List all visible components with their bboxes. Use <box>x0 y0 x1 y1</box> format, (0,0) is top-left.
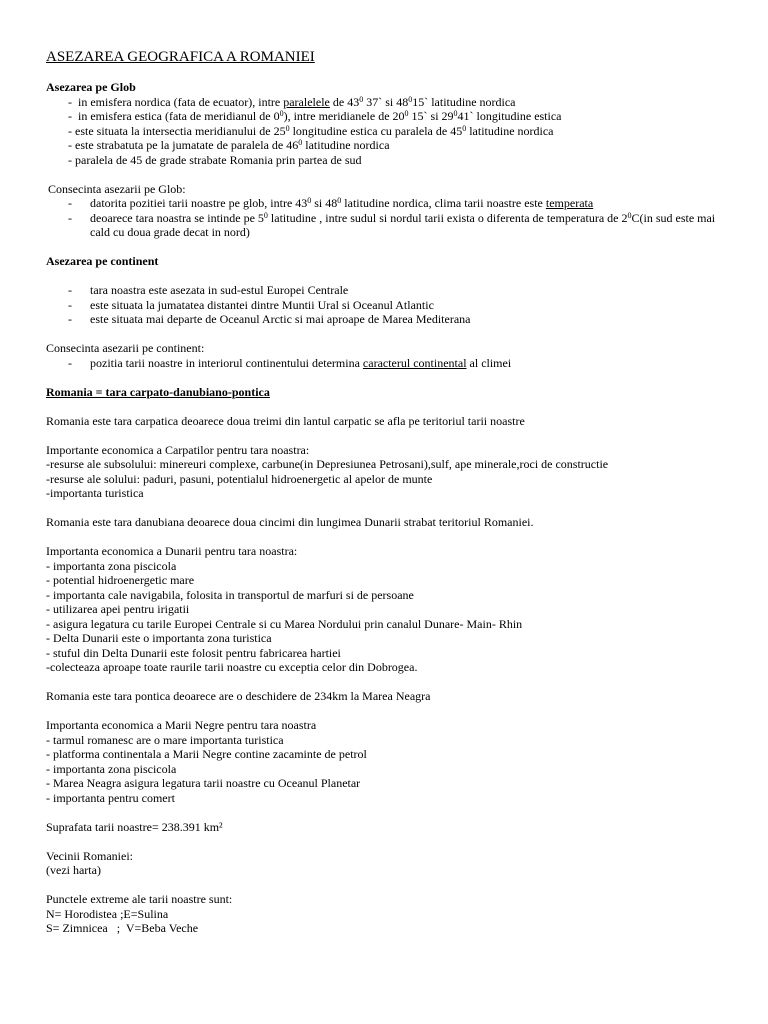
list-importanta-marea-neagra <box>46 718 736 805</box>
list-item: - este situata la intersectia meridianului de $25^0$ longitudine estica cu paralela de $45^0$ latitudine nordica <box>68 123 554 138</box>
list-item: - Marea Neagra asigura legatura tarii noastre cu Oceanul Planetar <box>46 776 361 790</box>
list-item: - importanta zona piscicola <box>46 558 177 573</box>
list-item: - este strabatuta pe la jumatate de paralela de $46^0$ latitudine nordica <box>68 138 390 152</box>
list-item: - datorita pozitiei tarii noastre pe glob, intre $43^0$ si $48^0$ latitudine nordica, clima tarii noastre este temperata <box>46 196 736 211</box>
list-item: - tara noastra este asezata in sud-estul Europei Centrale <box>46 283 736 298</box>
list-item: Vecinii Romaniei: <box>46 848 133 863</box>
list-importanta-dunare <box>46 544 736 675</box>
list-asezarea-pe-glob <box>46 95 736 168</box>
list-item: - importanta cale navigabila, folosita in transportul de marfuri si de persoane <box>46 587 414 602</box>
list-item: - paralela de 45 de grade strabate Romania prin partea de sud <box>68 152 362 167</box>
list-item: - tarmul romanesc are o mare importanta turistica <box>46 732 284 747</box>
list-item: Importanta economica a Marii Negre pentru tara noastra <box>46 718 317 732</box>
list-item: Punctele extreme ale tarii noastre sunt: <box>46 892 233 906</box>
puncte-extreme <box>46 892 736 936</box>
list-item: - stuful din Delta Dunarii este folosit pentru fabricarea hartiei <box>46 645 341 660</box>
list-consecinta-glob <box>46 196 736 240</box>
consecinta-continent-lead: Consecinta asezarii pe continent: <box>46 341 205 355</box>
list-item: - platforma continentala a Marii Negre contine zacaminte de petrol <box>46 747 367 761</box>
paragraph-tara-danubiana: Romania este tara danubiana deoarece doua cincimi din lungimea Dunarii strabat teritoriul Romaniei. <box>46 515 534 529</box>
list-consecinta-continent <box>46 356 736 371</box>
list-item: - importanta pentru comert <box>46 790 175 805</box>
heading-carpato-danubiano-pontica: Romania = tara carpato-danubiano-pontica <box>46 384 270 399</box>
list-item: -resurse ale subsolului: minereuri complexe, carbune(in Depresiunea Petrosani),sulf, ape minerale,roci de constructie <box>46 457 609 471</box>
list-item: - este situata la jumatatea distantei dintre Muntii Ural si Oceanul Atlantic <box>46 298 736 313</box>
list-item: - potential hidroenergetic mare <box>46 573 195 587</box>
list-item: - pozitia tarii noastre in interiorul continentului determina caracterul continental al climei <box>46 356 736 371</box>
list-item: (vezi harta) <box>46 863 101 877</box>
list-item: N= Horodistea ;E=Sulina <box>46 906 169 921</box>
document-title: ASEZAREA GEOGRAFICA A ROMANIEI <box>46 49 315 65</box>
list-item: Importanta economica a Dunarii pentru tara noastra: <box>46 544 298 558</box>
list-item: - in emisfera nordica (fata de ecuator), intre paralelele de $43^0$ 37` si $48^015`$ latitudine nordica <box>68 94 516 109</box>
paragraph-tara-carpatica: Romania este tara carpatica deoarece doua treimi din lantul carpatic se afla pe teritoriul tarii noastre <box>46 413 525 428</box>
list-item: Importante economica a Carpatilor pentru tara noastra: <box>46 442 310 457</box>
suprafata: Suprafata tarii noastre= 238.391 km² <box>46 819 223 834</box>
heading-asezarea-pe-glob: Asezarea pe Glob <box>46 80 136 94</box>
list-item: - deoarece tara noastra se intinde pe $5^0$ latitudine , intre sudul si nordul tarii exista o diferenta de temperatura de $2^0C(in$ sud este mai cald cu doua grade decat in nord) <box>46 211 736 240</box>
paragraph-tara-pontica: Romania este tara pontica deoarece are o deschidere de 234km la Marea Neagra <box>46 689 431 703</box>
list-importanta-carpati <box>46 443 736 501</box>
consecinta-glob-lead: Consecinta asezarii pe Glob: <box>48 181 186 196</box>
vecinii-romaniei <box>46 849 736 878</box>
list-item: - Delta Dunarii este o importanta zona turistica <box>46 631 272 645</box>
list-item: - este situata mai departe de Oceanul Arctic si mai aproape de Marea Mediterana <box>46 312 736 327</box>
list-item: -resurse ale solului: paduri, pasuni, potentialul hidroenergetic al apelor de munte <box>46 471 433 486</box>
list-asezarea-pe-continent <box>46 283 736 327</box>
list-item: - importanta zona piscicola <box>46 761 177 776</box>
list-item: - utilizarea apei pentru irigatii <box>46 602 190 616</box>
list-item: -importanta turistica <box>46 486 144 500</box>
list-item: -colecteaza aproape toate raurile tarii noastre cu exceptia celor din Dobrogea. <box>46 660 418 674</box>
heading-asezarea-pe-continent: Asezarea pe continent <box>46 254 159 268</box>
list-item: - in emisfera estica (fata de meridianul de $0^0$), intre meridianele de $20^0$ 15` si $29^041`$ longitudine estica <box>68 109 562 123</box>
list-item: S= Zimnicea ; V=Beba Veche <box>46 921 199 935</box>
list-item: - asigura legatura cu tarile Europei Centrale si cu Marea Nordului prin canalul Dunare- Main- Rhin <box>46 616 523 631</box>
